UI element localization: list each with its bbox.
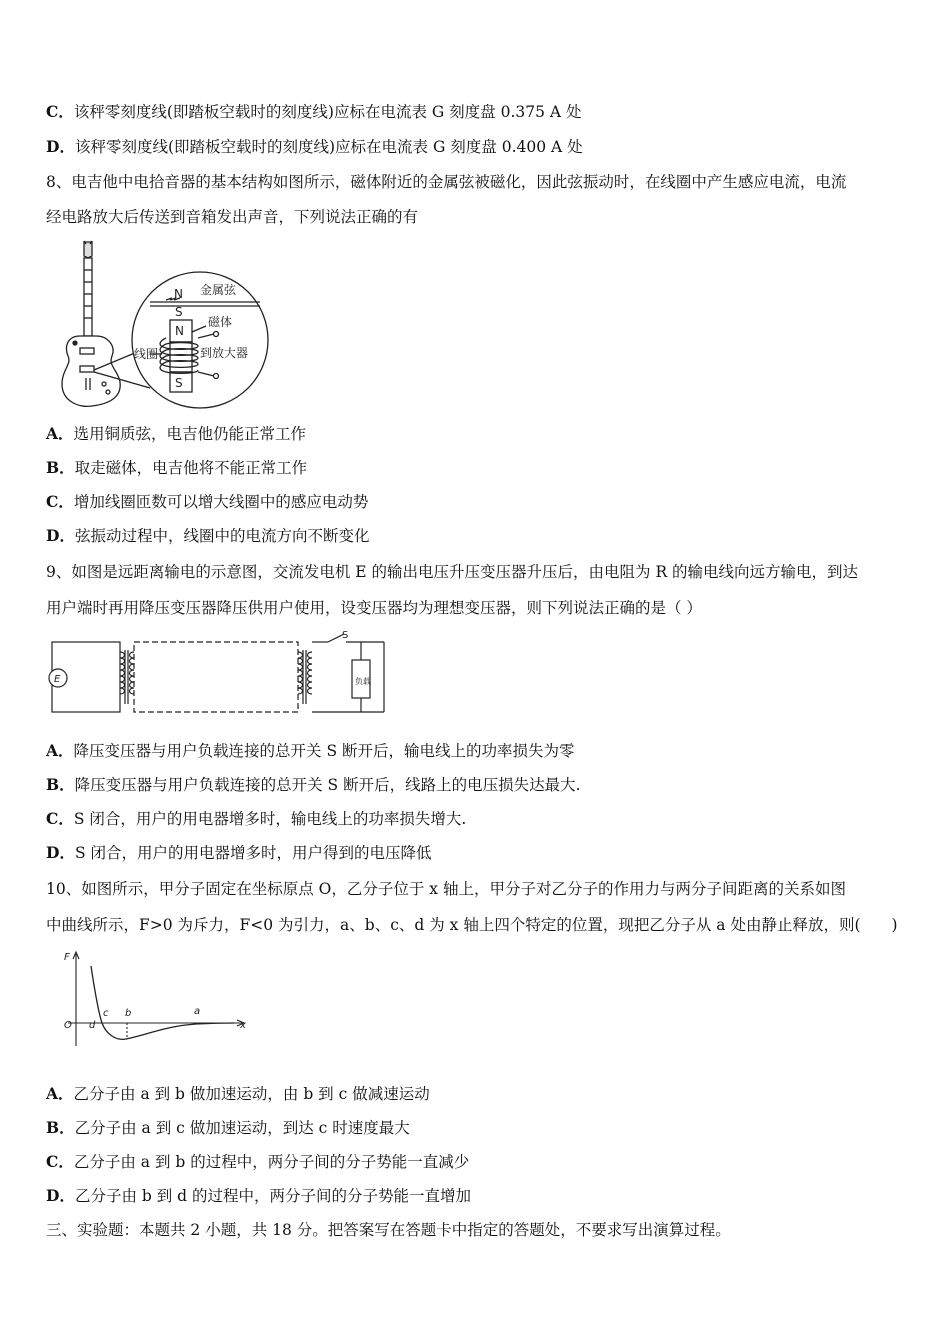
graph-point-b: b bbox=[125, 1008, 132, 1019]
q8-stem-line1: 8、电吉他中电拾音器的基本结构如图所示，磁体附近的金属弦被磁化，因此弦振动时，在线圈中产生感应电流，电流 bbox=[46, 173, 847, 191]
q9-option-d: D．S 闭合，用户的用电器增多时，用户得到的电压降低 bbox=[46, 843, 432, 862]
string-n-label: N bbox=[174, 287, 183, 301]
q7-option-d: D．该秤零刻度线(即踏板空载时的刻度线)应标在电流表 G 刻度盘 0.400 A 处 bbox=[46, 137, 583, 156]
switch-s-label: S bbox=[342, 630, 349, 641]
q10-option-b: B．乙分子由 a 到 c 做加速运动，到达 c 时速度最大 bbox=[46, 1118, 410, 1137]
coil-label: 线圈 bbox=[134, 347, 159, 361]
graph-x-axis-label: x bbox=[240, 1020, 246, 1031]
power-transmission-figure bbox=[44, 628, 394, 720]
q8-option-d: D．弦振动过程中，线圈中的电流方向不断变化 bbox=[46, 526, 370, 545]
q9-option-c: C．S 闭合，用户的用电器增多时，输电线上的功率损失增大. bbox=[46, 809, 467, 828]
metal-string-label: 金属弦 bbox=[200, 283, 237, 297]
q9-option-b: B．降压变压器与用户负载连接的总开关 S 断开后，线路上的电压损失达最大. bbox=[46, 775, 581, 794]
generator-e-label: E bbox=[54, 674, 61, 685]
q9-stem-line1: 9、如图是远距离输电的示意图，交流发电机 E 的输出电压升压变压器升压后，由电阻为 R 的输电线向远方输电，到达 bbox=[46, 563, 859, 581]
load-label: 负载 bbox=[355, 677, 371, 686]
q8-option-c: C．增加线圈匝数可以增大线圈中的感应电动势 bbox=[46, 492, 369, 511]
graph-point-d: d bbox=[89, 1020, 96, 1031]
q8-stem-line2: 经电路放大后传送到音箱发出声音，下列说法正确的有 bbox=[46, 208, 419, 226]
q10-stem-line2: 中曲线所示，F>0 为斥力，F<0 为引力，a、b、c、d 为 x 轴上四个特定的位置，现把乙分子从 a 处由静止释放，则( ) bbox=[46, 916, 898, 934]
molecular-force-graph bbox=[56, 946, 256, 1050]
string-s-label: S bbox=[175, 305, 183, 319]
q9-option-a: A．降压变压器与用户负载连接的总开关 S 断开后，输电线上的功率损失为零 bbox=[46, 741, 575, 760]
q9-stem-line2: 用户端时再用降压变压器降压供用户使用，设变压器均为理想变压器，则下列说法正确的是（ ） bbox=[46, 599, 702, 617]
graph-f-axis-label: F bbox=[64, 952, 70, 963]
to-amplifier-label: 到放大器 bbox=[200, 346, 249, 360]
q7-option-c: C．该秤零刻度线(即踏板空载时的刻度线)应标在电流表 G 刻度盘 0.375 A 处 bbox=[46, 102, 582, 121]
graph-origin-label: O bbox=[64, 1020, 72, 1031]
q8-option-a: A．选用铜质弦，电吉他仍能正常工作 bbox=[46, 424, 307, 443]
q8-option-b: B．取走磁体，电吉他将不能正常工作 bbox=[46, 458, 308, 477]
magnet-s-label: S bbox=[175, 376, 183, 390]
guitar-pickup-figure bbox=[50, 238, 280, 410]
magnet-label: 磁体 bbox=[208, 315, 233, 329]
q10-option-d: D．乙分子由 b 到 d 的过程中，两分子间的分子势能一直增加 bbox=[46, 1186, 472, 1205]
section-3-heading: 三、实验题：本题共 2 小题，共 18 分。把答案写在答题卡中指定的答题处，不要求写出演算过程。 bbox=[46, 1221, 731, 1239]
graph-point-c: c bbox=[103, 1008, 109, 1019]
q10-stem-line1: 10、如图所示，甲分子固定在坐标原点 O，乙分子位于 x 轴上，甲分子对乙分子的作用力与两分子间距离的关系如图 bbox=[46, 880, 846, 898]
graph-point-a: a bbox=[194, 1006, 201, 1017]
q10-option-a: A．乙分子由 a 到 b 做加速运动，由 b 到 c 做减速运动 bbox=[46, 1084, 430, 1103]
magnet-n-label: N bbox=[175, 324, 184, 338]
q10-option-c: C．乙分子由 a 到 b 的过程中，两分子间的分子势能一直减少 bbox=[46, 1152, 470, 1171]
